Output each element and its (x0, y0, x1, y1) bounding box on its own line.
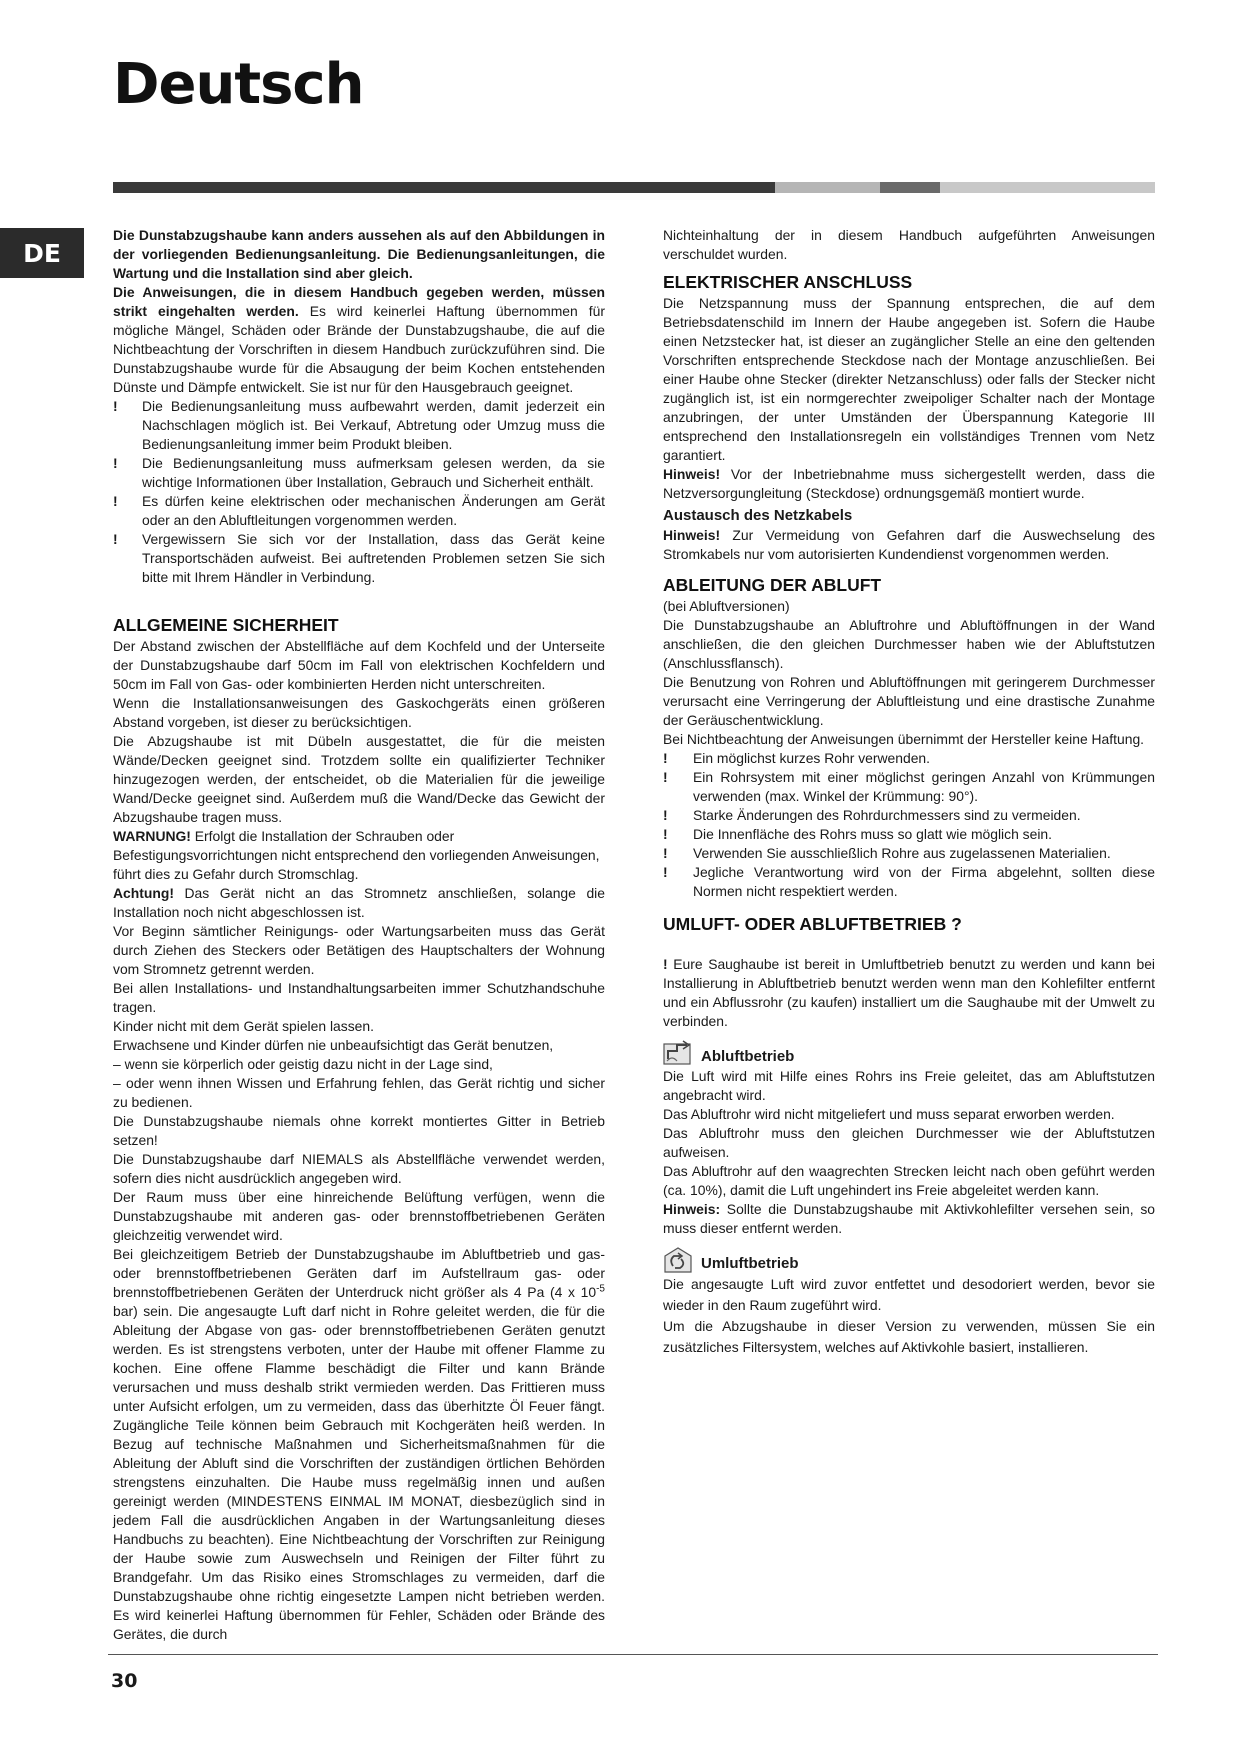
safety-paragraph: – wenn sie körperlich oder geistig dazu nicht in der Lage sind, (113, 1056, 493, 1072)
safety-paragraph: Wenn die Installationsanweisungen des Gaskochgeräts einen größeren Abstand vorgeben, ist dieser zu berücksichtigen. (113, 695, 605, 730)
umluft-heading-row (663, 1246, 1155, 1274)
warning-paragraph (113, 827, 605, 846)
exhaust-mode-icon (663, 1039, 693, 1067)
safety-paragraph: Die Dunstabzugshaube darf NIEMALS als Abstellfläche verwendet werden, sofern dies nicht ausdrücklich angegeben wird. (113, 1151, 605, 1186)
left-column (113, 226, 605, 1644)
bullet-mark: ! (663, 807, 668, 823)
abluft-note (663, 1200, 1155, 1238)
language-tab: DE (0, 228, 84, 278)
abluft-hinweis-text: Sollte die Dunstabzugshaube mit Aktivkohlefilter versehen sein, so muss dieser entfernt werden. (663, 1201, 1155, 1236)
safety-heading: ALLGEMEINE SICHERHEIT (113, 615, 339, 635)
abluft-heading-row (663, 1039, 1155, 1067)
achtung-text: Das Gerät nicht an das Stromnetz anschließen, solange die Installation noch nicht abgeschlossen ist. (113, 885, 605, 920)
header-bar-dark (113, 182, 775, 193)
bullet-mark: ! (113, 493, 118, 509)
safety-paragraph: – oder wenn ihnen Wissen und Erfahrung fehlen, das Gerät richtig und sicher zu bedienen. (113, 1075, 605, 1110)
cable-note (663, 526, 1155, 564)
pressure-text: Bei gleichzeitigem Betrieb der Dunstabzugshaube im Abluftbetrieb und gas- oder brennstoffbetriebenen Geräten darf im Aufstellraum gas- oder brennstoffbetriebenen Geräten der Unterdruck nicht größer als 4 Pa (4 x 10 (113, 1246, 605, 1300)
electrical-paragraph: Die Netzspannung muss der Spannung entsprechen, die auf dem Betriebsdatenschild im Innern der Haube angegeben ist. Sofern die Haube einen Netzstecker hat, ist dieser an zugänglicher Stelle an eine den geltenden Vorschriften entsprechende Steckdose nach der Montage anzuschließen. Bei einer Haube ohne Stecker (direkter Netzanschluss) oder falls der Stecker nicht zugänglich ist, ist ein normgerechter zweipoliger Schalter nach der Montage anzubringen, der unter Umständen der Überspannung Kategorie III entsprechend den Installationsregeln ein vollständiges Trennen vom Netz garantiert. (663, 295, 1155, 463)
exhaust-paragraph: Bei Nichtbeachtung der Anweisungen übernimmt der Hersteller keine Haftung. (663, 731, 1145, 747)
bullet-mark: ! (663, 864, 668, 880)
safety-paragraph: Der Raum muss über eine hinreichende Belüftung verfügen, wenn die Dunstabzugshaube mit anderen gas- oder brennstoffbetriebenen Geräten gleichzeitig verwendet wird. (113, 1189, 605, 1243)
continued-text: Nichteinhaltung der in diesem Handbuch aufgeführten Anweisungen verschuldet wurden. (663, 227, 1155, 262)
bullet-text: Starke Änderungen des Rohrdurchmessers sind zu vermeiden. (693, 807, 1081, 823)
intro2-bold: Die Anweisungen, die in diesem Handbuch gegeben werden, müssen strikt eingehalten werden. (113, 284, 605, 319)
warning-text: Erfolgt die Installation der Schrauben oder (190, 828, 455, 844)
list-item (113, 397, 605, 454)
list-item (663, 825, 1155, 844)
abluft-paragraph: Das Abluftrohr auf den waagrechten Strecken leicht nach oben geführt werden (ca. 10%), damit die Luft ungehindert ins Freie abgeleitet werden kann. (663, 1163, 1155, 1198)
warning-line: Befestigungsvorrichtungen nicht entsprechend den vorliegenden Anweisungen, (113, 847, 600, 863)
safety-paragraph: Die Abzugshaube ist mit Dübeln ausgestattet, die für die meisten Wände/Decken geeignet sind. Trotzdem sollte ein qualifizierter Techniker hinzugezogen werden, der entscheidet, ob die Materialien für die jeweilige Wand/Decke geeignet sind. Außerdem muß die Wand/Decke das Gewicht der Abzugshaube tragen muss. (113, 733, 605, 825)
warning-line: führt dies zu Gefahr durch Stromschlag. (113, 866, 359, 882)
intro-paragraph (113, 283, 605, 397)
umluft-paragraph: Um die Abzugshaube in dieser Version zu verwenden, müssen Sie ein zusätzliches Filtersystem, welches auf Aktivkohle basiert, installieren. (663, 1318, 1155, 1355)
abluft-paragraph: Das Abluftrohr wird nicht mitgeliefert und muss separat erworben werden. (663, 1106, 1115, 1122)
intro2-text: Es wird keinerlei Haftung übernommen für mögliche Mängel, Schäden oder Brände der Dunstabzugshaube, die auf die Nichtbeachtung der Vorschriften in diesem Handbuch zurückzuführen sind. Die Dunstabzugshaube wurde für die Absaugung der beim Kochen entstehenden Dünste und Dämpfe entwickelt. Sie ist nur für den Hausgebrauch geeignet. (113, 303, 605, 395)
header-bar-mid (880, 182, 940, 193)
safety-paragraph: Vor Beginn sämtlicher Reinigungs- oder Wartungsarbeiten muss das Gerät durch Ziehen des Steckers oder Betätigen des Hauptschalters der Wohnung vom Stromnetz getrennt werden. (113, 923, 605, 977)
intro-bold: Die Dunstabzugshaube kann anders aussehen als auf den Abbildungen in der vorliegenden Bedienungsanleitung. Die Bedienungsanleitungen, die Wartung und die Installation sind aber gleich. (113, 227, 605, 281)
bullet-text: Jegliche Verantwortung wird von der Firma abgelehnt, sollten diese Normen nicht respektiert werden. (693, 864, 1155, 899)
safety-paragraph: Die Dunstabzugshaube niemals ohne korrekt montiertes Gitter in Betrieb setzen! (113, 1113, 605, 1148)
achtung-paragraph (113, 884, 605, 922)
bullet-mark: ! (113, 455, 118, 471)
exhaust-subtitle: (bei Abluftversionen) (663, 598, 790, 614)
mode-paragraph (663, 955, 1155, 1031)
bullet-text: Ein möglichst kurzes Rohr verwenden. (693, 750, 931, 766)
cable-heading: Austausch des Netzkabels (663, 507, 853, 524)
list-item (113, 530, 605, 587)
page-number: 30 (111, 1670, 138, 1692)
list-item (663, 844, 1155, 863)
umluft-heading: Umluftbetrieb (701, 1255, 799, 1272)
exhaust-heading: ABLEITUNG DER ABLUFT (663, 575, 882, 595)
header-bar-pale (940, 182, 1155, 193)
bullet-mark: ! (663, 769, 668, 785)
electrical-note (663, 465, 1155, 503)
footer-divider (108, 1654, 1158, 1655)
cable-hinweis-text: Zur Vermeidung von Gefahren darf die Auswechselung des Stromkabels nur vom autorisierten Kundendienst vorgenommen werden. (663, 527, 1155, 562)
warning-label: WARNUNG! (113, 828, 191, 844)
bullet-mark: ! (113, 531, 118, 547)
safety-paragraph (113, 1245, 605, 1644)
bullet-text: Verwenden Sie ausschließlich Rohre aus zugelassenen Materialien. (693, 845, 1111, 861)
list-item (663, 863, 1155, 901)
electrical-heading: ELEKTRISCHER ANSCHLUSS (663, 272, 913, 292)
bullet-mark: ! (663, 845, 668, 861)
safety-paragraph: Bei allen Installations- und Instandhaltungsarbeiten immer Schutzhandschuhe tragen. (113, 980, 605, 1015)
bullet-text: Die Bedienungsanleitung muss aufmerksam gelesen werden, da sie wichtige Informationen über Installation, Gebrauch und Sicherheit enthält. (142, 455, 605, 490)
bullet-mark: ! (663, 750, 668, 766)
bullet-text: Die Innenfläche des Rohrs muss so glatt wie möglich sein. (693, 826, 1053, 842)
page-title: Deutsch (113, 52, 364, 117)
bullet-mark: ! (663, 826, 668, 842)
bullet-text: Ein Rohrsystem mit einer möglichst geringen Anzahl von Krümmungen verwenden (max. Winkel der Krümmung: 90°). (693, 769, 1155, 804)
list-item (663, 806, 1155, 825)
abluft-heading: Abluftbetrieb (701, 1048, 795, 1065)
safety-paragraph: Erwachsene und Kinder dürfen nie unbeaufsichtigt das Gerät benutzen, (113, 1037, 554, 1053)
list-item (663, 768, 1155, 806)
exponent: -5 (596, 1283, 605, 1295)
list-item (663, 749, 1155, 768)
exhaust-paragraph: Die Dunstabzugshaube an Abluftrohre und Abluftöffnungen in der Wand anschließen, die den gleichen Durchmesser haben wie der Abluftstutzen (Anschlussflansch). (663, 617, 1155, 671)
list-item (113, 454, 605, 492)
recirculation-mode-icon (663, 1246, 693, 1274)
hinweis-text: Vor der Inbetriebnahme muss sichergestellt werden, dass die Netzversorgungleitung (Steckdose) ordnungsgemäß montiert wurde. (663, 466, 1155, 501)
cable-hinweis-label: Hinweis! (663, 527, 721, 543)
bullet-text: Die Bedienungsanleitung muss aufbewahrt werden, damit jederzeit ein Nachschlagen möglich ist. Bei Verkauf, Abtretung oder Umzug muss die Bedienungsanleitung immer beim Produkt bleiben. (142, 398, 605, 452)
mode-heading: UMLUFT- ODER ABLUFTBETRIEB ? (663, 914, 962, 934)
list-item (113, 492, 605, 530)
exhaust-paragraph: Die Benutzung von Rohren und Abluftöffnungen mit geringerem Durchmesser verursacht eine Verringerung der Abluftleistung und eine drastische Zunahme der Geräuschentwicklung. (663, 674, 1155, 728)
achtung-label: Achtung! (113, 885, 174, 901)
mode-bullet-mark: ! (663, 956, 668, 972)
pressure-text-cont: bar) sein. Die angesaugte Luft darf nicht in Rohre geleitet werden, die für die Ableitung der Abgase von gas- oder brennstoffbetriebenen Geräten genutzt werden. Es ist strengstens verboten, unter der Haube mit offener Flamme zu kochen. Eine offene Flamme beschädigt die Filter und kann Brände verursachen und muss deshalb strikt vermieden werden. Das Frittieren muss unter Aufsicht erfolgen, um zu vermeiden, dass das überhitzte Öl Feuer fängt. Zugängliche Teile können beim Gebrauch mit Kochgeräten heiß werden. In Bezug auf technische Maßnahmen und Sicherheitsmaßnahmen für die Ableitung der Abluft sind die Vorschriften der zuständigen örtlichen Behörden strengstens einzuhalten. Die Haube muss regelmäßig innen und außen gereinigt werden (MINDESTENS EINMAL IM MONAT, diesbezüglich sind in jedem Fall die ausdrücklichen Angaben in der Wartungsanleitung dieses Handbuchs zu beachten). Eine Nichtbeachtung der Vorschriften zur Reinigung der Haube sowie zum Auswechseln und Reinigen der Filter führt zu Brandgefahr. Um das Risiko eines Stromschlages zu vermeiden, darf die Dunstabzugshaube ohne richtig eingesetzte Lampen nicht betrieben werden. Es wird keinerlei Haftung übernommen für Fehler, Schäden oder Brände des Gerätes, die durch (113, 1303, 605, 1642)
safety-paragraph: Kinder nicht mit dem Gerät spielen lassen. (113, 1018, 374, 1034)
right-column (663, 226, 1155, 1358)
umluft-paragraph: Die angesaugte Luft wird zuvor entfettet und desodoriert werden, bevor sie wieder in den Raum zugeführt wird. (663, 1276, 1155, 1313)
header-bar-light (775, 182, 880, 193)
abluft-hinweis-label: Hinweis: (663, 1201, 721, 1217)
bullet-text: Vergewissern Sie sich vor der Installation, dass das Gerät keine Transportschäden aufweist. Bei auftretenden Problemen setzen Sie sich bitte mit Ihrem Händler in Verbindung. (142, 531, 605, 585)
bullet-mark: ! (113, 398, 118, 414)
abluft-paragraph: Die Luft wird mit Hilfe eines Rohrs ins Freie geleitet, das am Abluftstutzen angebracht wird. (663, 1068, 1155, 1103)
safety-paragraph: Der Abstand zwischen der Abstellfläche auf dem Kochfeld und der Unterseite der Dunstabzugshaube darf 50cm im Fall von elektrischen Kochfeldern und 50cm im Fall von Gas- oder kombinierten Herden nicht unterschreiten. (113, 638, 605, 692)
bullet-text: Es dürfen keine elektrischen oder mechanischen Änderungen am Gerät oder an den Abluftleitungen vorgenommen werden. (142, 493, 605, 528)
mode-text: Eure Saughaube ist bereit in Umluftbetrieb benutzt zu werden und kann bei Installierung in Abluftbetrieb benutzt werden wenn man den Kohlefilter entfernt und ein Abflussrohr (zu kaufen) installiert um die Saughaube mit der Umwelt zu verbinden. (663, 956, 1155, 1029)
hinweis-label: Hinweis! (663, 466, 721, 482)
abluft-paragraph: Das Abluftrohr muss den gleichen Durchmesser wie der Abluftstutzen aufweisen. (663, 1125, 1155, 1160)
